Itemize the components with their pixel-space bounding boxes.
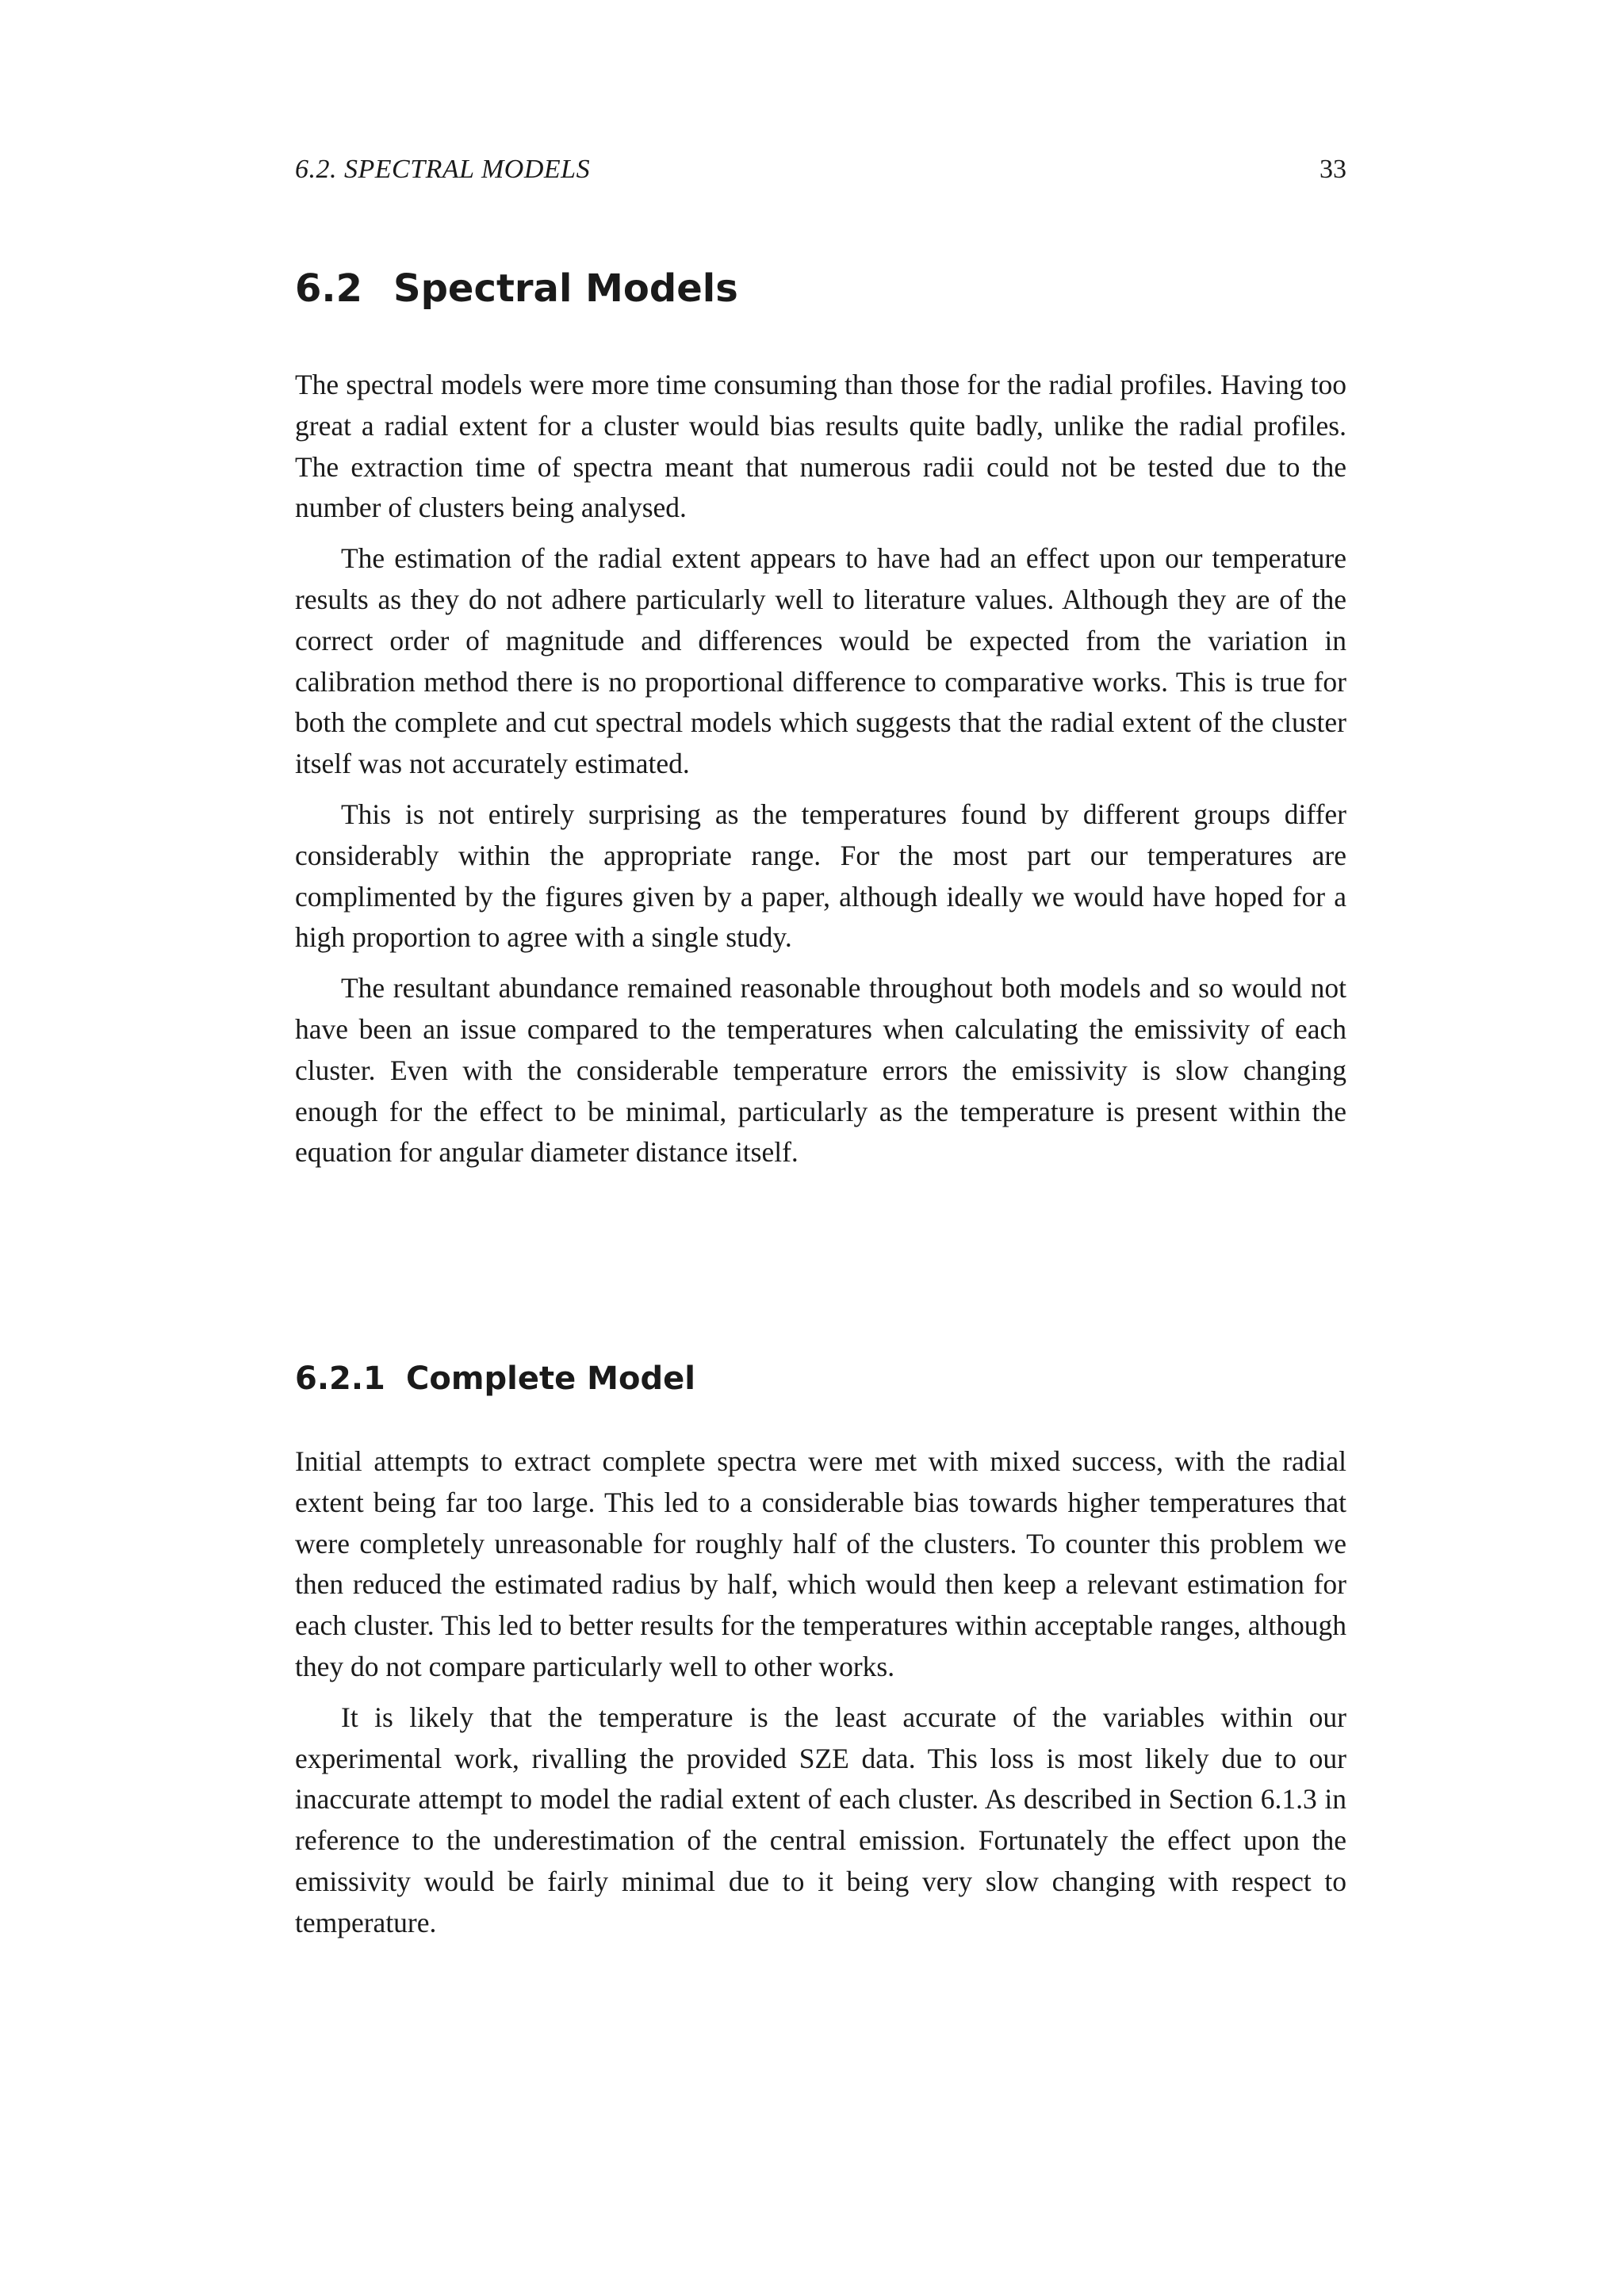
section-heading xyxy=(295,263,738,314)
subsection-heading xyxy=(295,1357,695,1400)
paragraph: This is not entirely surprising as the temperatures found by different groups differ considerably within the appropriate range. For the most part our temperatures are complimented by the figures given by a paper, although ideally we would have hoped for a high proportion to agree with a single study. xyxy=(295,798,1346,954)
section-title: Spectral Models xyxy=(393,266,738,311)
paragraph: Initial attempts to extract complete spectra were met with mixed success, with the radial extent being far too large. This led to a considerable bias towards higher temperatures that were completely unreasonable for roughly half of the clusters. To counter this problem we then reduced the estimated radius by half, which would then keep a relevant estimation for each cluster. This led to better results for the temperatures within acceptable ranges, although they do not compare particularly well to other works. xyxy=(295,1445,1346,1682)
paragraph: The estimation of the radial extent appears to have had an effect upon our temperature results as they do not adhere particularly well to literature values. Although they are of the correct order of magnitude and differences would be expected from the variation in calibration method there is no proportional difference to comparative works. This is true for both the complete and cut spectral models which suggests that the radial extent of the cluster itself was not accurately estimated. xyxy=(295,542,1346,780)
document-page xyxy=(295,0,1346,2296)
paragraph: It is likely that the temperature is the least accurate of the variables within our experimental work, rivalling the provided SZE data. This loss is most likely due to our inaccurate attempt to model the radial extent of each cluster. As described in Section 6.1.3 in reference to the underestimation of the central emission. Fortunately the effect upon the emissivity would be fairly minimal due to it being very slow changing with respect to temperature. xyxy=(295,1701,1346,1938)
running-title: 6.2. SPECTRAL MODELS xyxy=(295,155,591,184)
section-body xyxy=(295,365,1346,1183)
paragraph: The resultant abundance remained reasonable throughout both models and so would not have been an issue compared to the temperatures when calculating the emissivity of each cluster. Even with the considerable temperature errors the emissivity is slow changing enough for the effect to be minimal, particularly as the temperature is present within the equation for angular diameter distance itself. xyxy=(295,972,1346,1169)
subsection-title: Complete Model xyxy=(406,1360,695,1397)
subsection-body xyxy=(295,1441,1346,1954)
running-header xyxy=(295,152,1346,187)
page-number: 33 xyxy=(1320,155,1346,184)
paragraph: The spectral models were more time consuming than those for the radial profiles. Having too great a radial extent for a cluster would bias results quite badly, unlike the radial profiles. The extraction time of spectra meant that numerous radii could not be tested due to the number of clusters being analysed. xyxy=(295,369,1346,524)
section-number: 6.2 xyxy=(295,266,363,311)
subsection-number: 6.2.1 xyxy=(295,1360,385,1397)
